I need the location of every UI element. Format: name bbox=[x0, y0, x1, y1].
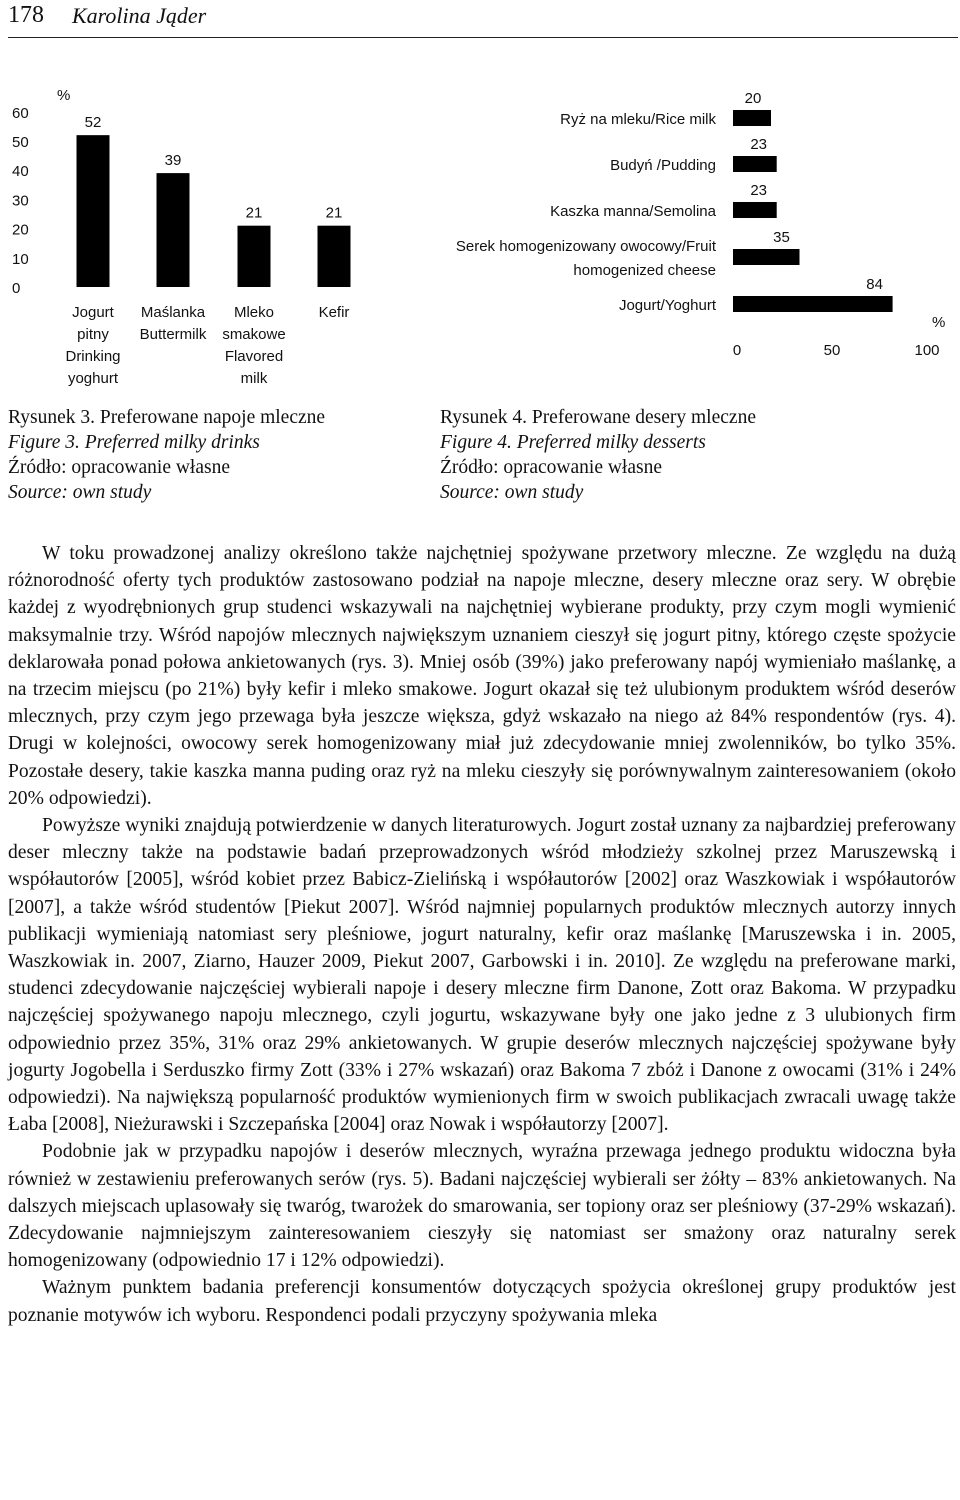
bar bbox=[733, 110, 771, 126]
data-label: 84 bbox=[866, 276, 883, 293]
figure-4-caption-en: Figure 4. Preferred milky desserts bbox=[440, 432, 706, 453]
paragraph-1: W toku prowadzonej analizy określono także najchętniej spożywane przetwory mleczne. Ze względu na dużą różnorodność oferty tych produktów zastosowano podział na napoje mleczne, desery mleczne oraz sery. W obrębie każdej z wyodrębnionych grup studenci wskazywali na najchętniej wybierane produkty, przy czym mogli wymienić maksymalnie trzy. Wśród napojów mlecznych największym uznaniem cieszył się jogurt pitny, którego częste spożycie deklarowała ponad połowa ankietowanych (rys. 3). Mniej osób (39%) jako preferowany napój wymieniało maślankę, a na trzecim miejscu (po 21%) były kefir i mleko smakowe. Jogurt okazał się też ulubionym produktem wśród deserów mlecznych, przy czym jego przewaga była jeszcze większa, gdyż wskazało na niego aż 84% respondentów (rys. 4). Drugi w kolejności, owocowy serek homogenizowany miał już zdecydowanie mniej zwolenników, bo tylko 35%. Pozostałe desery, takie kaszka manna puding oraz ryż na mleku cieszyły się porównywalnym zainteresowaniem (około 20% odpowiedzi). bbox=[8, 543, 956, 809]
x-tick-label: 100 bbox=[914, 342, 940, 359]
figure-4-source-pl: Źródło: opracowanie własne bbox=[440, 457, 663, 478]
figure-4-caption bbox=[440, 405, 756, 505]
x-tick-label: Mleko bbox=[233, 304, 275, 321]
paragraph-2: Powyższe wyniki znajdują potwierdzenie w danych literaturowych. Jogurt został uznany za najbardziej preferowany deser mleczny także na podstawie badań przeprowadzonych wśród młodzieży szkolnej przez Maruszewską i współautorów [2005], wśród kobiet przez Babicz-Zielińską i współautorów [2002] oraz Waszkowiak i współautorów [2007], a także wśród studentów [Piekut 2007]. Wśród najmniej popularnych produktów mlecznych autorzy innych publikacji wymieniają natomiast sery pleśniowe, jogurt naturalny, kefir oraz maślankę [Maruszewska i in. 2005, Waszkowiak in. 2007, Ziarno, Hauzer 2009, Piekut 2007, Garbowski i in. 2010]. Ze względu na preferowane marki, studenci zdecydowanie najczęściej wybierali napoje i desery mleczne firm Danone, Zott oraz Bakoma. W przypadku najczęściej spożywanego napoju mlecznego, czyli jogurtu, wskazywane były one jako jedne z 3 ulubionych firm odpowiednio przez 35%, 31% oraz 29% ankietowanych. W grupie deserów mlecznych najczęściej spożywane były jogurty Jogobella i Serduszko firmy Zott (33% i 27% wskazań) oraz Bakoma 7 zbóż i Danone z owocami (31% i 24% odpowiedzi). Na największą popularność produktów wymienionych firm w swoich publikacjach zwracali uwagę także Łaba [2008], Nieżurawski i Szczepańska [2004] oraz Nowak i współautorzy [2007]. bbox=[8, 815, 956, 1136]
figure-3-caption-en: Figure 3. Preferred milky drinks bbox=[8, 432, 260, 453]
x-tick-label: pitny bbox=[77, 326, 109, 343]
bar bbox=[318, 226, 351, 287]
data-label: 21 bbox=[325, 204, 343, 222]
data-label: 20 bbox=[744, 90, 762, 107]
page-header bbox=[8, 0, 958, 40]
figure-4-horizontal-bar-chart bbox=[400, 80, 960, 380]
y-axis-unit-label: % bbox=[57, 87, 71, 104]
paragraph-3: Podobnie jak w przypadku napojów i deserów mlecznych, wyraźna przewaga jednego produktu widoczna była również w zestawieniu preferowanych serów (rys. 5). Badani najczęściej wybierali ser żółty – 83% ankietowanych. Na dalszych miejscach uplasowały się twaróg, twarożek do smarowania, ser topiony oraz ser pleśniowy (37-29% wskazań). Zdecydowanie najmniejszym zainteresowaniem cieszyły się natomiast ser smażony oraz naturalny serek homogenizowany (odpowiednio 17 i 12% odpowiedzi). bbox=[8, 1141, 956, 1272]
running-head-author: Karolina Jąder bbox=[72, 3, 207, 28]
x-tick-label: Flavored bbox=[224, 348, 284, 365]
y-tick-label: Ryż na mleku/Rice milk bbox=[560, 111, 716, 128]
y-tick-label: 50 bbox=[12, 134, 29, 151]
figure-3-source-pl: Źródło: opracowanie własne bbox=[8, 457, 231, 478]
x-tick-label: Jogurt bbox=[72, 304, 114, 321]
data-label: 39 bbox=[164, 152, 182, 170]
x-tick-label: 50 bbox=[823, 342, 841, 359]
data-label: 35 bbox=[773, 229, 790, 246]
bar bbox=[733, 296, 893, 312]
x-tick-label: Maślanka bbox=[140, 304, 206, 321]
figure-3-caption-pl: Rysunek 3. Preferowane napoje mleczne bbox=[8, 407, 326, 428]
data-label: 52 bbox=[84, 114, 102, 132]
y-tick-label: 30 bbox=[12, 192, 29, 210]
x-tick-label: 0 bbox=[732, 342, 742, 359]
figure-3-source-en: Source: own study bbox=[8, 482, 152, 503]
figure-4-caption-pl: Rysunek 4. Preferowane desery mleczne bbox=[440, 407, 756, 428]
bar bbox=[238, 226, 271, 287]
bar bbox=[77, 135, 110, 287]
y-tick-label: 60 bbox=[12, 104, 29, 122]
x-axis-unit-label: % bbox=[932, 314, 946, 331]
y-tick-label: 20 bbox=[12, 221, 29, 239]
figure-4-source-en: Source: own study bbox=[440, 482, 584, 503]
y-tick-label: Kaszka manna/Semolina bbox=[550, 203, 716, 220]
y-tick-label: homogenized cheese bbox=[573, 262, 716, 279]
x-tick-label: yoghurt bbox=[67, 370, 119, 387]
y-tick-label: 0 bbox=[12, 280, 21, 297]
header-rule bbox=[8, 37, 958, 38]
y-tick-label: Serek homogenizowany owocowy/Fruit bbox=[455, 238, 716, 255]
bar bbox=[733, 156, 777, 172]
data-label: 21 bbox=[245, 204, 263, 222]
data-label: 23 bbox=[750, 182, 768, 199]
y-tick-label: Jogurt/Yoghurt bbox=[618, 297, 716, 314]
body-text bbox=[8, 540, 956, 1329]
bar bbox=[157, 173, 190, 287]
y-tick-label: 40 bbox=[12, 163, 29, 181]
x-tick-label: Buttermilk bbox=[139, 326, 207, 343]
y-tick-label: 10 bbox=[12, 250, 29, 268]
paragraph-4: Ważnym punktem badania preferencji konsumentów dotyczących spożycia określonej grupy produktów jest poznanie motywów ich wyboru. Respondenci podali przyczyny spożywania mleka bbox=[8, 1277, 956, 1326]
x-tick-label: Kefir bbox=[318, 304, 350, 321]
bar bbox=[733, 249, 800, 265]
y-tick-label: Budyń /Pudding bbox=[610, 157, 716, 174]
bar bbox=[733, 202, 777, 218]
data-label: 23 bbox=[750, 136, 768, 153]
page-number: 178 bbox=[8, 2, 44, 28]
x-tick-label: Drinking bbox=[65, 348, 121, 365]
figure-3-bar-chart bbox=[0, 80, 400, 400]
x-tick-label: milk bbox=[240, 370, 268, 387]
figure-3-caption bbox=[8, 405, 325, 505]
x-tick-label: smakowe bbox=[222, 326, 286, 343]
